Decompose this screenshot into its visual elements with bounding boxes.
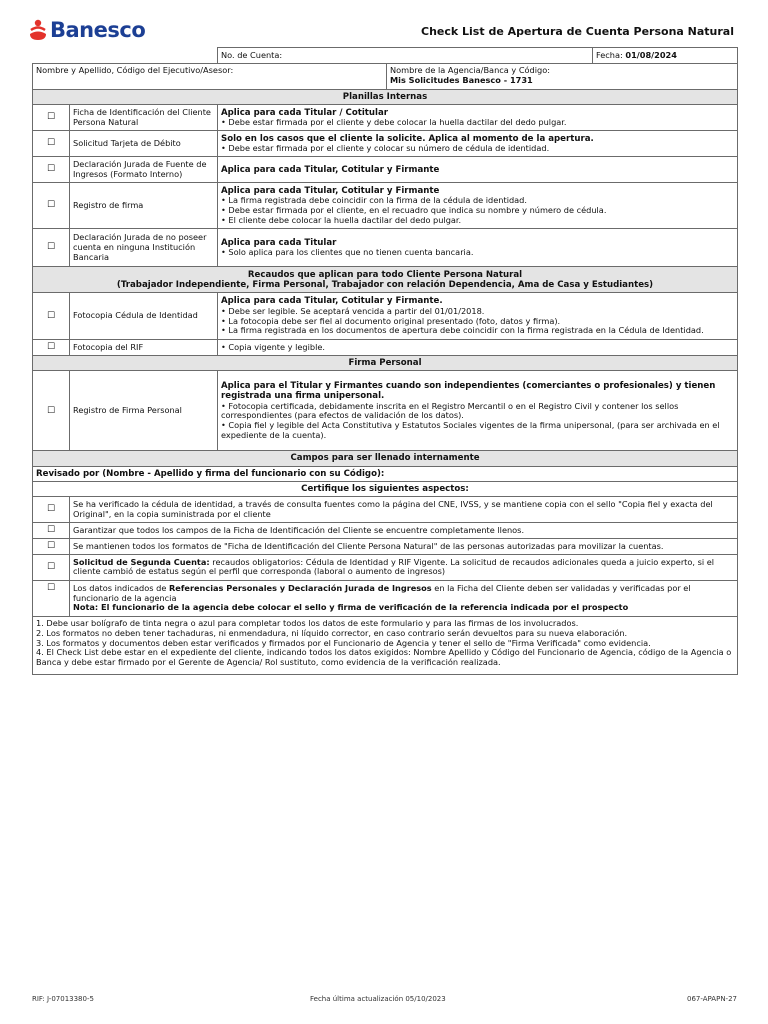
item-desc-rif	[218, 340, 738, 356]
section-recaudos-title: Recaudos que aplican para todo Cliente Persona Natural	[247, 269, 523, 280]
instructions-notes	[33, 616, 738, 674]
checkbox-firma-personal[interactable]: ☐	[33, 371, 70, 451]
item-head: Aplica para cada Titular, Cotitular y Firmante	[221, 185, 440, 196]
footer-code: 067-APAPN-27	[687, 995, 737, 1003]
cert-part: en la Ficha del Cliente deben ser validadas y verificadas por el funcionario de la agencia	[73, 582, 691, 603]
brand-name: Banesco	[50, 18, 146, 42]
account-label: No. de Cuenta:	[221, 49, 283, 60]
checkbox-registro[interactable]: ☐	[33, 183, 70, 229]
checkbox-cert-campos[interactable]: ☐	[33, 523, 70, 539]
item-line: • Debe estar firmada por el cliente y colocar su número de cédula de identidad.	[221, 143, 550, 154]
checkbox-declaracion[interactable]: ☐	[33, 157, 70, 183]
item-head: Aplica para cada Titular, Cotitular y Firmante	[221, 164, 440, 175]
item-line: • Debe estar firmada por el cliente y debe colocar la huella dactilar del dedo pulgar.	[221, 117, 567, 128]
cert-part: Los datos indicados de	[73, 582, 169, 593]
item-line: • Debe ser legible. Se aceptará vencida a partir del 01/01/2018.	[221, 305, 485, 316]
item-desc-no-cuenta	[218, 229, 738, 267]
item-line: • Fotocopia certificada, debidamente inscrita en el Registro Mercantil o en el Registro Civil y contener los sellos correspondientes (para efectos de validación de los datos).	[221, 400, 679, 421]
cert-text-segunda-cuenta	[70, 554, 738, 580]
agency-field[interactable]	[387, 64, 738, 90]
item-name-tarjeta: Solicitud Tarjeta de Débito	[70, 131, 218, 157]
item-line: • Solo aplica para los clientes que no tienen cuenta bancaria.	[221, 247, 474, 258]
section-campos-internos: Campos para ser llenado internamente	[33, 451, 738, 466]
item-name-cedula: Fotocopia Cédula de Identidad	[70, 293, 218, 340]
checkbox-rif[interactable]: ☐	[33, 340, 70, 356]
section-recaudos-subtitle: (Trabajador Independiente, Firma Personal, Trabajador con relación Dependencia, Ama de Casa y Estudiantes)	[116, 279, 654, 290]
item-head: Aplica para cada Titular	[221, 237, 337, 248]
cert-bold: Solicitud de Segunda Cuenta:	[73, 556, 210, 567]
document-title: Check List de Apertura de Cuenta Persona Natural	[421, 25, 734, 38]
item-name-firma-personal: Registro de Firma Personal	[70, 371, 218, 451]
banesco-logo-icon	[28, 18, 48, 42]
item-head: Aplica para cada Titular / Cotitular	[221, 107, 389, 118]
item-name-registro: Registro de firma	[70, 183, 218, 229]
cert-text-formatos: Se mantienen todos los formatos de "Ficha de Identificación del Cliente Persona Natural" de las personas autorizadas para movilizar la cuentas.	[70, 539, 738, 555]
item-desc-firma-personal	[218, 371, 738, 451]
item-desc-ficha	[218, 105, 738, 131]
item-name-no-cuenta: Declaración Jurada de no poseer cuenta en ninguna Institución Bancaria	[70, 229, 218, 267]
checkbox-cedula[interactable]: ☐	[33, 293, 70, 340]
note-item: 4. El Check List debe estar en el expediente del cliente, indicando todos los datos exigidos: Nombre Apellido y Código del Funcionario de Agencia, código de la Agencia o Banca y debe estar firmado por el Gerente de Agencia/ Rol sustituto, como evidencia de la verificación realizada.	[36, 647, 732, 668]
item-head: Aplica para cada Titular, Cotitular y Firmante.	[221, 296, 443, 307]
item-name-rif: Fotocopia del RIF	[70, 340, 218, 356]
agency-value: Mis Solicitudes Banesco - 1731	[390, 74, 533, 85]
checkbox-ficha[interactable]: ☐	[33, 105, 70, 131]
checkbox-no-cuenta[interactable]: ☐	[33, 229, 70, 267]
note-item: 1. Debe usar bolígrafo de tinta negra o azul para completar todos los datos de este formulario y para las firmas de los involucrados.	[36, 617, 579, 628]
section-recaudos	[33, 267, 738, 293]
checkbox-cert-referencias[interactable]: ☐	[33, 580, 70, 616]
date-value: 01/08/2024	[625, 49, 677, 60]
section-planillas-internas: Planillas Internas	[33, 90, 738, 105]
item-line: • La firma registrada en los documentos de apertura debe coincidir con la firma registrada en la Cédula de Identidad.	[221, 325, 704, 336]
item-line: • Copia vigente y legible.	[221, 341, 325, 352]
page-header	[28, 18, 738, 46]
item-line: • La fotocopia debe ser fiel al documento original presentado (foto, datos y firma).	[221, 315, 561, 326]
cert-bold: Referencias Personales y Declaración Jurada de Ingresos	[168, 582, 432, 593]
checkbox-cert-formatos[interactable]: ☐	[33, 539, 70, 555]
item-name-declaracion: Declaración Jurada de Fuente de Ingresos (Formato Interno)	[70, 157, 218, 183]
section-certifique: Certifique los siguientes aspectos:	[33, 482, 738, 497]
date-field[interactable]	[593, 48, 738, 64]
cert-text-campos: Garantizar que todos los campos de la Ficha de Identificación del Cliente se encuentre completamente llenos.	[70, 523, 738, 539]
checkbox-cert-cedula[interactable]: ☐	[33, 497, 70, 523]
item-head: Aplica para el Titular y Firmantes cuando son independientes (comerciantes o profesionales) y tienen registrada una firma unipersonal.	[221, 380, 716, 402]
checkbox-tarjeta[interactable]: ☐	[33, 131, 70, 157]
footer-rif: RIF: J-07013380-5	[32, 995, 94, 1003]
item-desc-tarjeta	[218, 131, 738, 157]
cert-text-referencias	[70, 580, 738, 616]
item-name-ficha: Ficha de Identificación del Cliente Persona Natural	[70, 105, 218, 131]
item-head: Solo en los casos que el cliente la solicite. Aplica al momento de la apertura.	[221, 133, 594, 144]
checkbox-cert-segunda-cuenta[interactable]: ☐	[33, 554, 70, 580]
item-desc-registro	[218, 183, 738, 229]
reviewed-by-field[interactable]: Revisado por (Nombre - Apellido y firma del funcionario con su Código):	[33, 466, 738, 481]
cert-note: Nota: El funcionario de la agencia debe colocar el sello y firma de verificación de la referencia indicada por el prospecto	[73, 602, 629, 613]
item-desc-declaracion	[218, 157, 738, 183]
advisor-label: Nombre y Apellido, Código del Ejecutivo/Asesor:	[36, 65, 234, 75]
item-line: • El cliente debe colocar la huella dactilar del dedo pulgar.	[221, 214, 462, 225]
cert-rest: recaudos obligatorios: Cédula de Identidad y RIF Vigente. La solicitud de recaudos adicionales queda a juicio experto, si el cliente cambió de estatus según el perfil que corresponda (laboral o aumento de ingresos)	[73, 556, 715, 577]
item-line: • La firma registrada debe coincidir con la firma de la cédula de identidad.	[221, 195, 527, 206]
advisor-field[interactable]	[33, 64, 387, 90]
footer-updated: Fecha última actualización 05/10/2023	[310, 995, 446, 1003]
item-desc-cedula	[218, 293, 738, 340]
account-number-field[interactable]	[218, 48, 593, 64]
checklist-table	[32, 47, 738, 675]
item-line: • Copia fiel y legible del Acta Constitutiva y Estatutos Sociales vigentes de la firma unipersonal, (para ser archivada en el expediente de la cuenta).	[221, 420, 720, 441]
note-item: 3. Los formatos y documentos deben estar verificados y firmados por el Funcionario de Agencia y tener el sello de "Firma Verificada" como evidencia.	[36, 637, 651, 648]
agency-label: Nombre de la Agencia/Banca y Código:	[390, 65, 550, 75]
date-label: Fecha:	[596, 49, 623, 60]
item-line: • Debe estar firmada por el cliente, en el recuadro que indica su nombre y número de cédula.	[221, 205, 607, 216]
banesco-logo	[28, 18, 145, 42]
cert-text-cedula: Se ha verificado la cédula de identidad, a través de consulta fuentes como la página del CNE, IVSS, y se mantiene copia con el sello "Copia fiel y exacta del Original", en la copia suministrada por el cliente	[70, 497, 738, 523]
section-firma-personal: Firma Personal	[33, 356, 738, 371]
note-item: 2. Los formatos no deben tener tachaduras, ni enmendadura, ni líquido corrector, en caso contrario serán devueltos para su nueva elaboración.	[36, 627, 628, 638]
